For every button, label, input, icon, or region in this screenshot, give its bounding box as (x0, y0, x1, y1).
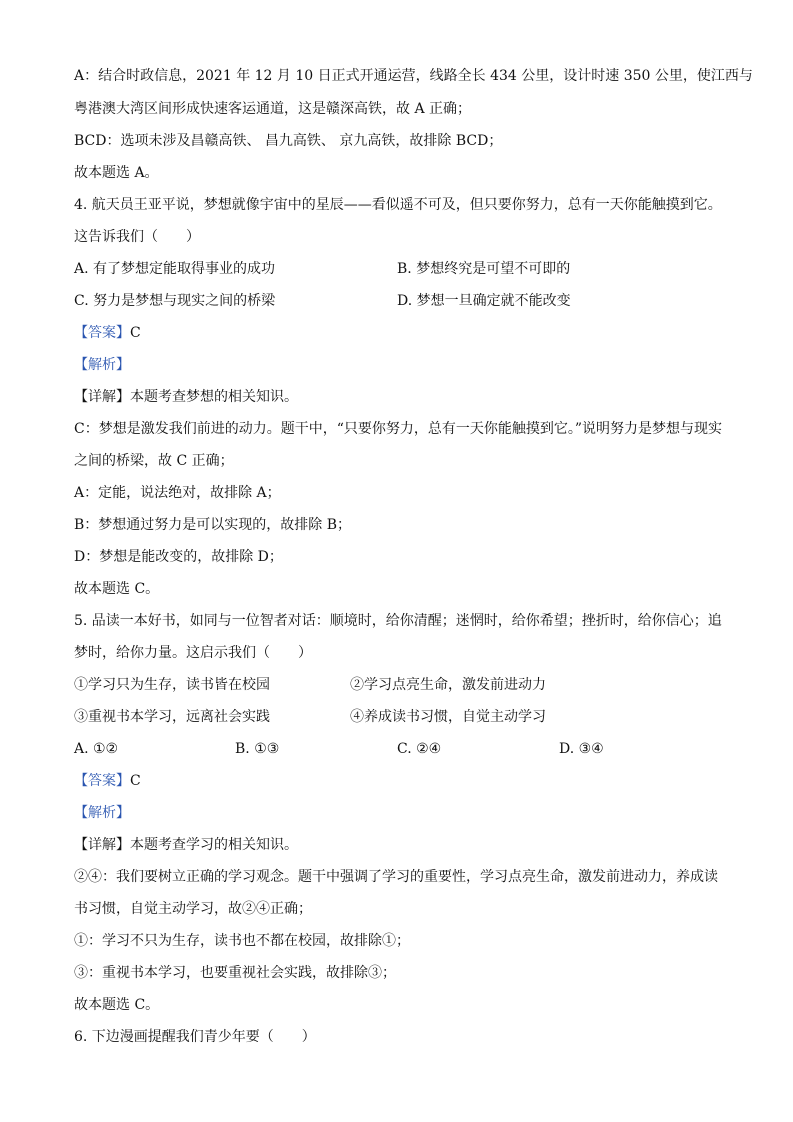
q5-explanation-1: ①：学习不只为生存，读书也不都在校园，故排除①； (74, 933, 410, 949)
q4-option-d: D. 梦想一旦确定就不能改变 (397, 293, 571, 309)
q4-answer (74, 323, 141, 343)
q5-conclusion: 故本题选 C。 (74, 997, 160, 1013)
q5-stem-line2: 梦时，给你力量。这启示我们（ ） (74, 645, 312, 661)
q3-explanation-a-line1: A：结合时政信息，2021 年 12 月 10 日正式开通运营，线路全长 434 公里，设计时速 350 公里，使江西与 (74, 68, 753, 84)
q3-explanation-bcd: BCD：选项未涉及昌赣高铁、 昌九高铁、 京九高铁，故排除 BCD； (74, 133, 503, 149)
q5-stem-line1: 5. 品读一本好书，如同与一位智者对话：顺境时，给你清醒；迷惘时，给你希望；挫折时，给你信心；追 (74, 613, 722, 629)
q4-detail: 【详解】本题考查梦想的相关知识。 (74, 389, 298, 405)
q5-analysis-tag: 【解析】 (74, 805, 130, 821)
q4-explanation-c-line2: 之间的桥梁，故 C 正确； (74, 453, 234, 469)
q5-explanation-24-line1: ②④：我们要树立正确的学习观念。题干中强调了学习的重要性，学习点亮生命，激发前进动力，养成读 (74, 869, 718, 885)
q5-statement-3: ③重视书本学习，远离社会实践 (74, 709, 270, 725)
q4-explanation-c-line1: C：梦想是激发我们前进的动力。题干中，“只要你努力，总有一天你能触摸到它。”说明努力是梦想与现实 (74, 421, 723, 437)
q4-analysis-tag: 【解析】 (74, 357, 130, 373)
q5-option-d: D. ③④ (559, 741, 604, 757)
q5-statement-1: ①学习只为生存，读书皆在校园 (74, 677, 270, 693)
q4-explanation-a: A：定能，说法绝对，故排除 A； (74, 485, 281, 501)
answer-value: C (130, 325, 141, 341)
q4-option-b: B. 梦想终究是可望不可即的 (397, 261, 571, 277)
q3-conclusion: 故本题选 A。 (74, 165, 159, 181)
q5-detail: 【详解】本题考查学习的相关知识。 (74, 837, 298, 853)
answer-value: C (130, 773, 141, 789)
answer-tag: 【答案】 (74, 325, 130, 341)
q4-stem-line2: 这告诉我们（ ） (74, 229, 200, 245)
q3-explanation-a-line2: 粤港澳大湾区间形成快速客运通道，这是赣深高铁，故 A 正确； (74, 101, 472, 117)
q5-option-b: B. ①③ (235, 741, 280, 757)
q5-explanation-24-line2: 书习惯，自觉主动学习，故②④正确； (74, 901, 312, 917)
q4-conclusion: 故本题选 C。 (74, 581, 160, 597)
q6-stem: 6. 下边漫画提醒我们青少年要（ ） (74, 1029, 316, 1045)
q5-answer (74, 771, 141, 791)
q5-option-a: A. ①② (74, 741, 119, 757)
q5-explanation-3: ③：重视书本学习，也要重视社会实践，故排除③； (74, 965, 396, 981)
q5-statement-2: ②学习点亮生命，激发前进动力 (350, 677, 546, 693)
q4-option-a: A. 有了梦想定能取得事业的成功 (74, 261, 276, 277)
q4-explanation-b: B：梦想通过努力是可以实现的，故排除 B； (74, 517, 352, 533)
q5-option-c: C. ②④ (397, 741, 442, 757)
q4-option-c: C. 努力是梦想与现实之间的桥梁 (74, 293, 276, 309)
q4-stem-line1: 4. 航天员王亚平说，梦想就像宇宙中的星辰——看似遥不可及，但只要你努力，总有一天你能触摸到它。 (74, 197, 722, 213)
q4-explanation-d: D：梦想是能改变的，故排除 D； (74, 549, 283, 565)
answer-tag: 【答案】 (74, 773, 130, 789)
q5-statement-4: ④养成读书习惯，自觉主动学习 (350, 709, 546, 725)
